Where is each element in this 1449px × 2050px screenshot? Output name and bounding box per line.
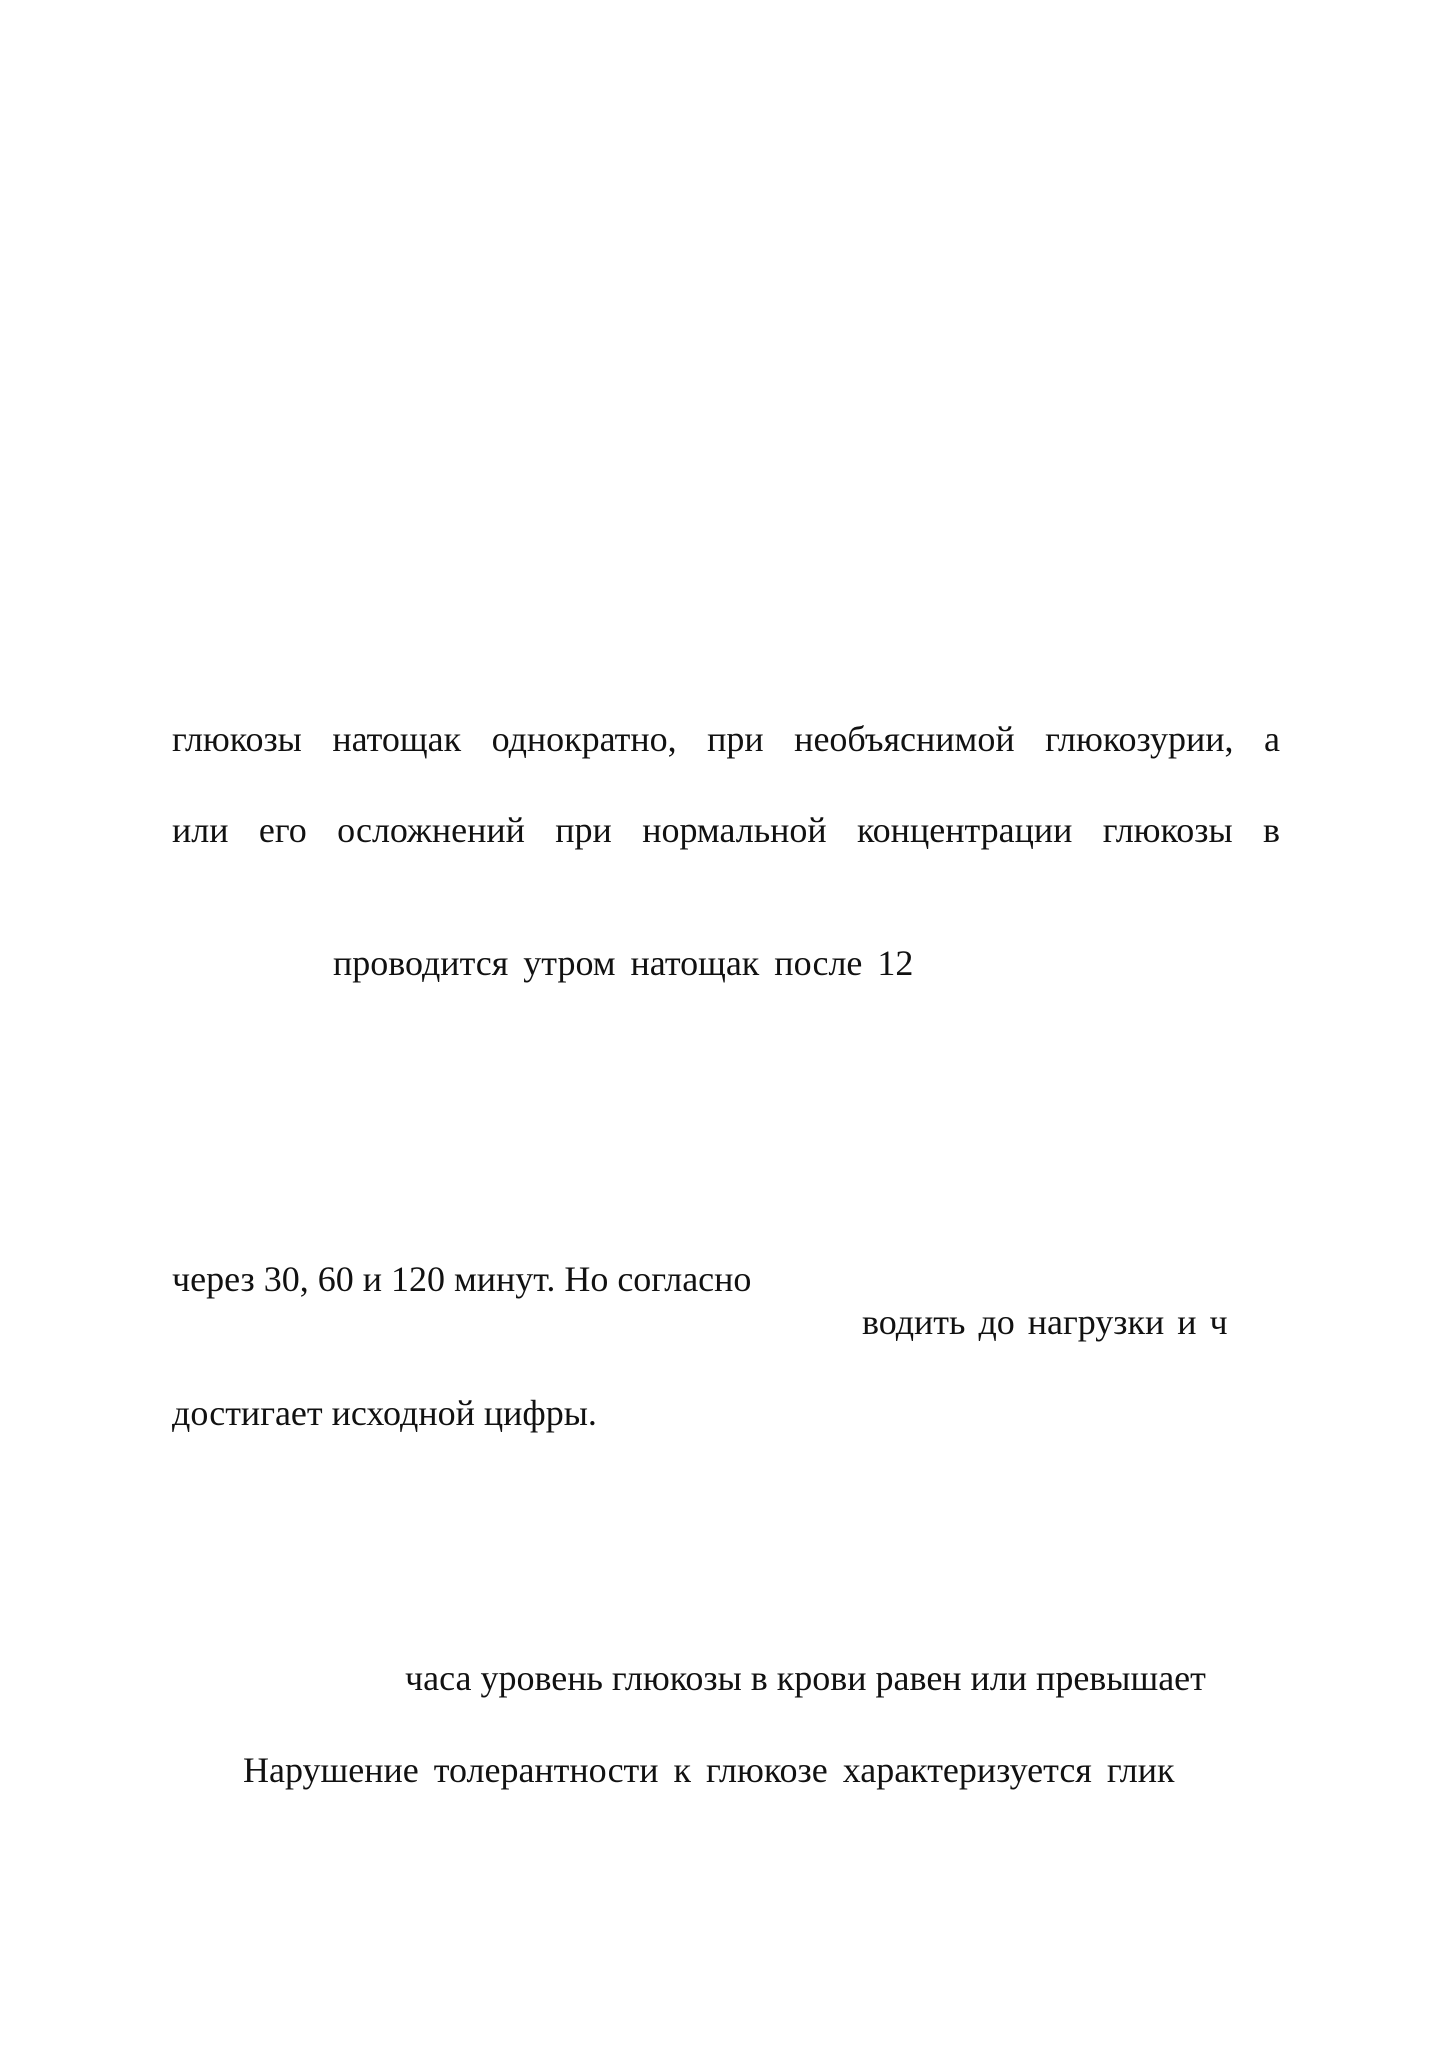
text-line-6: достигает исходной цифры. [172,1393,597,1433]
text-line-8: Нарушение толерантности к глюкозе характеризуется глик [243,1750,1175,1790]
text-line-2: или его осложнений при нормальной концентрации глюкозы в [172,810,1280,850]
text-line-3: проводится утром натощак после 12 [333,943,914,983]
text-line-4: через 30, 60 и 120 минут. Но согласно [172,1259,752,1299]
text-line-5: водить до нагрузки и ч [862,1302,1228,1342]
text-line-1: глюкозы натощак однократно, при необъяснимой глюкозурии, а [172,719,1280,759]
text-line-7: часа уровень глюкозы в крови равен или превышает [405,1658,1206,1698]
